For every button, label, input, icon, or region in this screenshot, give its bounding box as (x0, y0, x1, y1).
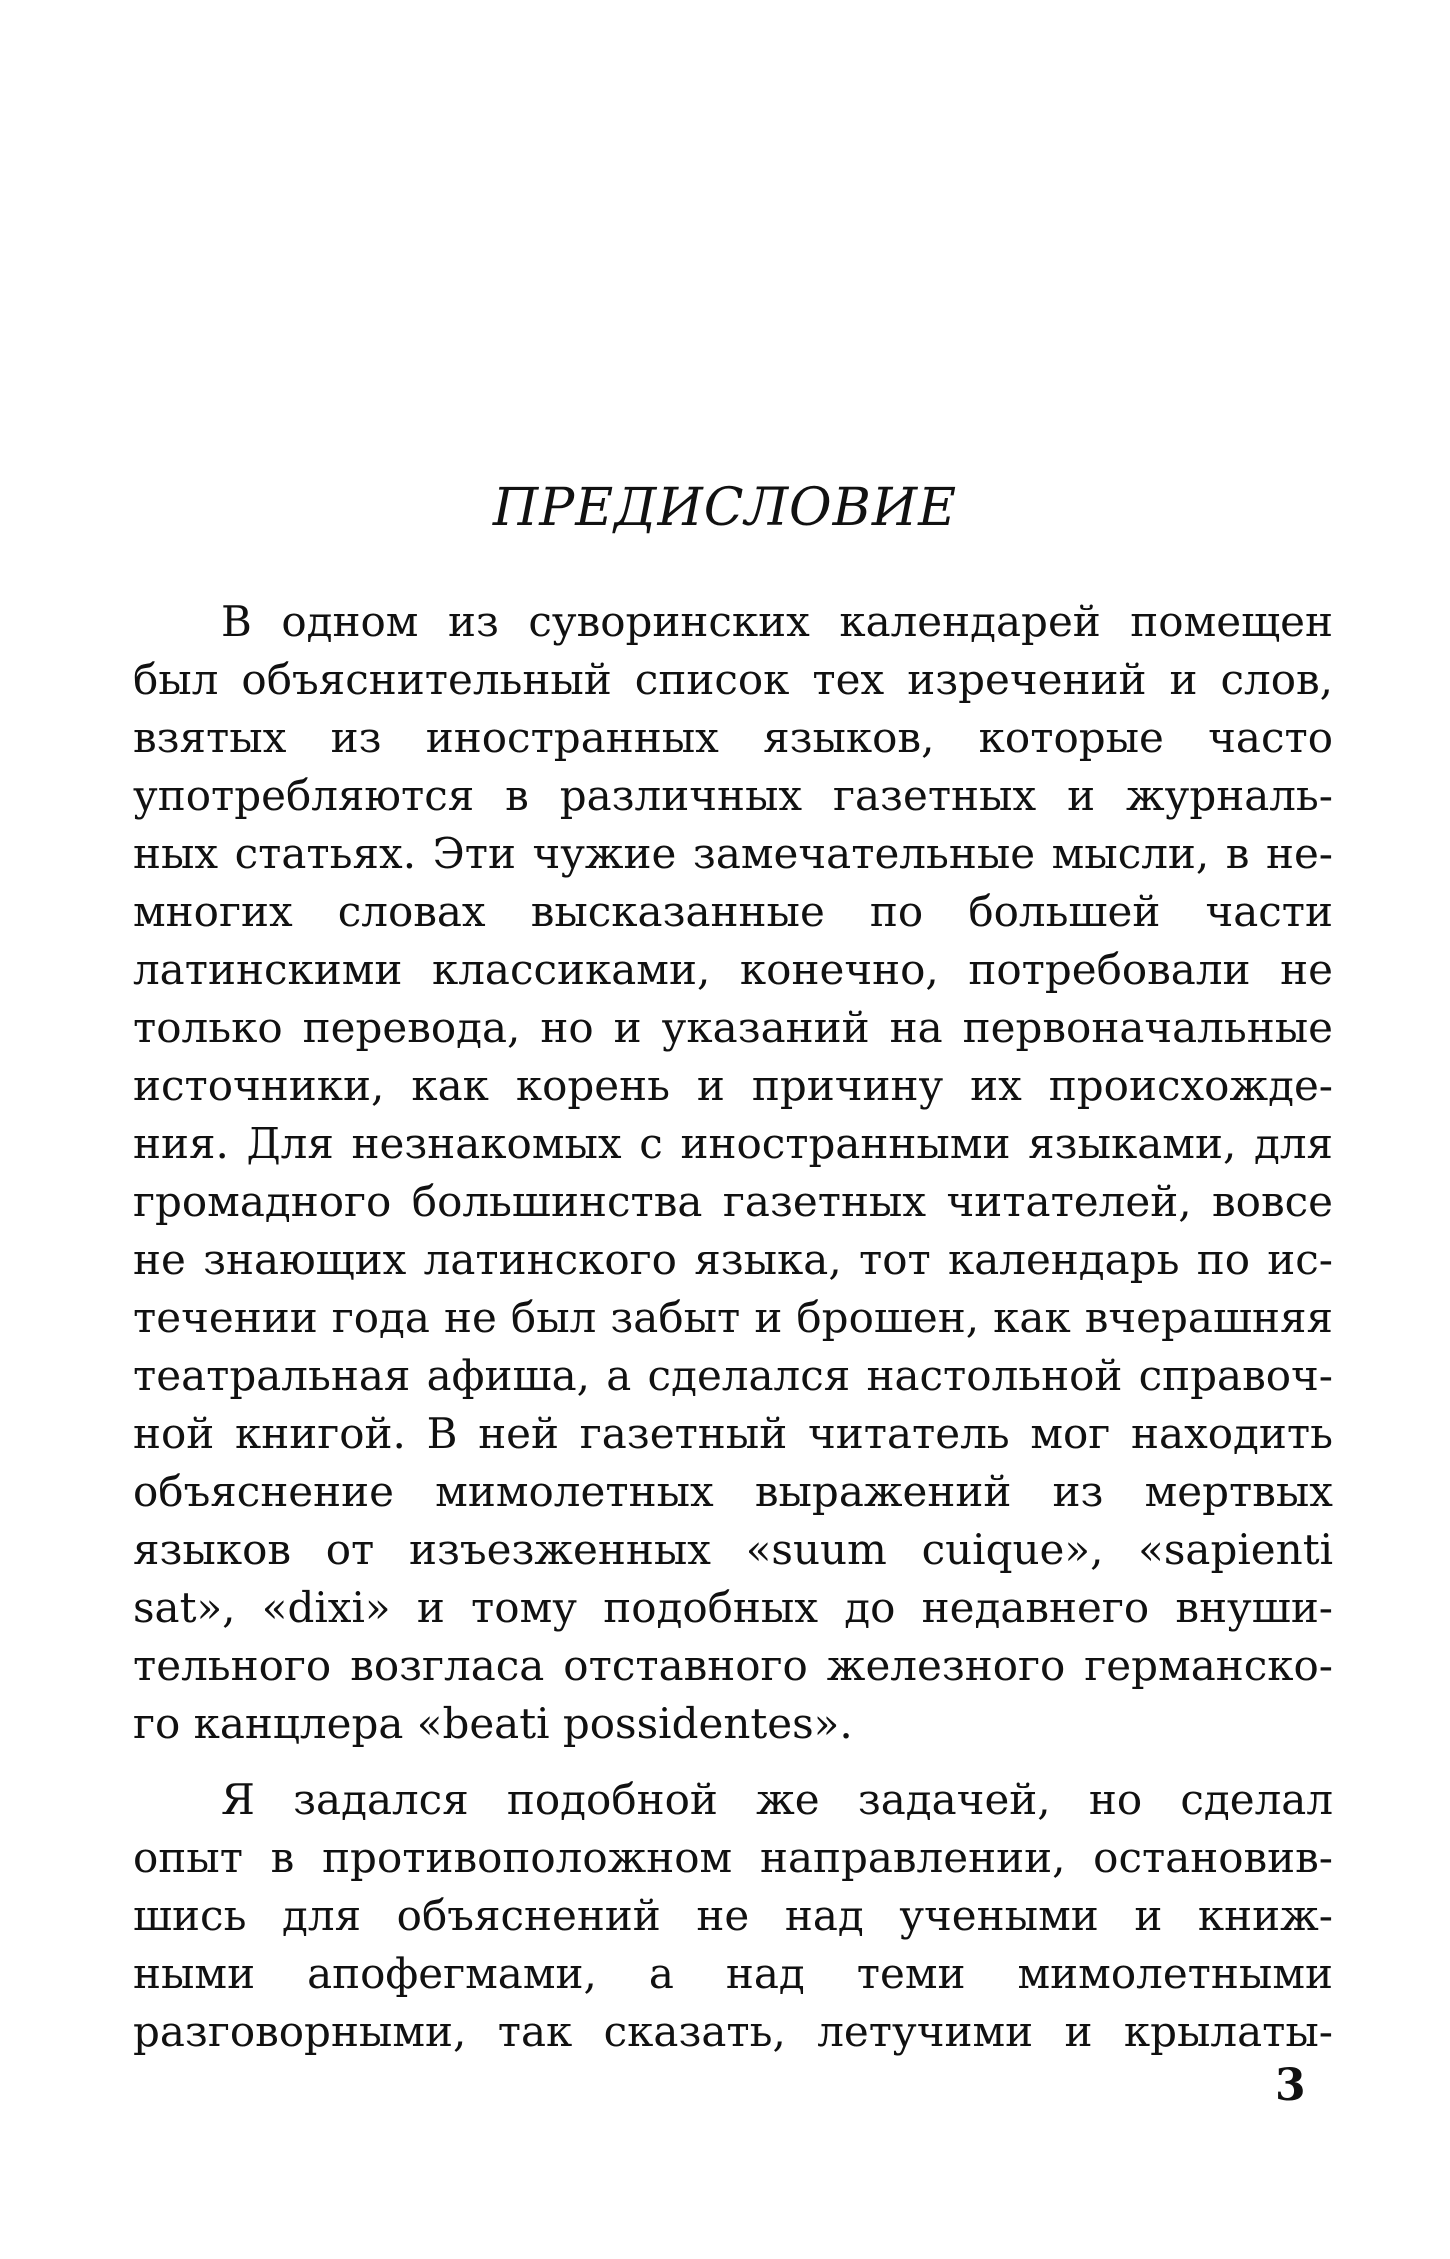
text-line: взятых из иностранных языков, которые часто (133, 713, 1333, 762)
text-line: источники, как корень и причину их происхожде- (133, 1061, 1333, 1110)
text-line: громадного большинства газетных читателей, вовсе (133, 1177, 1333, 1226)
body-text (133, 593, 1333, 2061)
text-line: В одном из суворинских календарей помещен (221, 597, 1333, 646)
paragraph (133, 1771, 1333, 2061)
text-line: ными апофегмами, а над теми мимолетными (133, 1949, 1333, 1998)
text-line: не знающих латинского языка, тот календарь по ис- (133, 1235, 1333, 1284)
text-line: течении года не был забыт и брошен, как вчерашняя (133, 1293, 1333, 1342)
text-line: многих словах высказанные по большей части (133, 887, 1333, 936)
text-line: опыт в противоположном направлении, остановив- (133, 1833, 1333, 1882)
text-line: sat», «dixi» и тому подобных до недавнего внуши- (133, 1583, 1333, 1632)
text-line: был объяснительный список тех изречений и слов, (133, 655, 1333, 704)
paragraph-spacer (133, 1753, 1333, 1771)
text-line: ния. Для незнакомых с иностранными языками, для (133, 1119, 1333, 1168)
text-line: тельного возгласа отставного железного германско- (133, 1641, 1333, 1690)
paragraph (133, 593, 1333, 1753)
page-title: ПРЕДИСЛОВИЕ (492, 478, 958, 538)
text-line: го канцлера «beati possidentes». (133, 1699, 853, 1748)
text-line: языков от изъезженных «suum cuique», «sapienti (133, 1525, 1333, 1574)
text-line: только перевода, но и указаний на первоначальные (133, 1003, 1333, 1052)
text-line: ной книгой. В ней газетный читатель мог находить (133, 1409, 1333, 1458)
text-line: объяснение мимолетных выражений из мертвых (133, 1467, 1333, 1516)
text-line: шись для объяснений не над учеными и книж- (133, 1891, 1333, 1940)
text-line: латинскими классиками, конечно, потребовали не (133, 945, 1333, 994)
text-line: театральная афиша, а сделался настольной справоч- (133, 1351, 1333, 1400)
text-line: Я задался подобной же задачей, но сделал (221, 1775, 1333, 1824)
text-line: употребляются в различных газетных и журналь- (133, 771, 1333, 820)
page-number: 3 (1275, 2060, 1306, 2111)
text-line: разговорными, так сказать, летучими и крылаты- (133, 2007, 1333, 2056)
text-line: ных статьях. Эти чужие замечательные мысли, в не- (133, 829, 1333, 878)
